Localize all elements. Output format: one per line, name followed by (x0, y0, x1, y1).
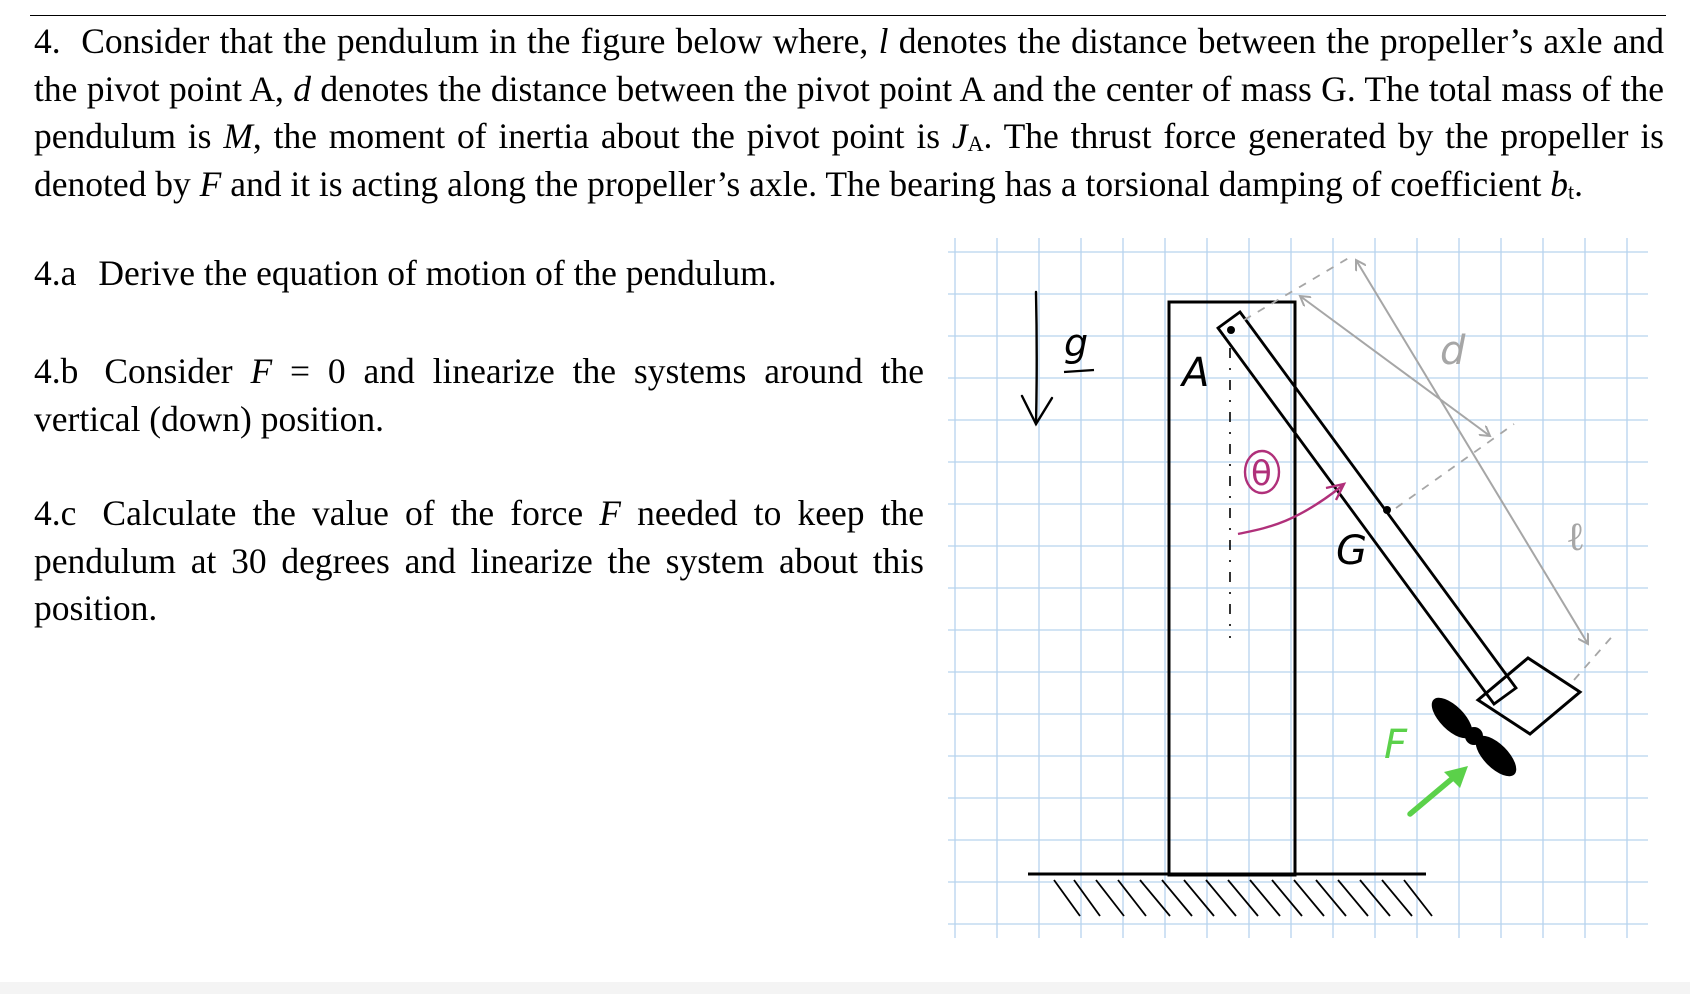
center-of-mass-label: G (1336, 528, 1367, 574)
question-number: 4.b (34, 351, 79, 391)
motor-housing (1478, 658, 1580, 734)
var-b: b (1550, 163, 1568, 204)
gravity-label: g (1064, 321, 1089, 365)
question-number: 4.c (34, 493, 77, 533)
problem-number: 4. (34, 21, 61, 61)
dimension-l-label: ℓ (1566, 514, 1586, 560)
sub-t: t (1567, 178, 1575, 204)
var-F: F (599, 493, 621, 533)
gravity-arrow-icon (1022, 292, 1052, 424)
question-4c: 4.c Calculate the value of the force F needed to keep the pendulum at 30 degrees and linearize the system about this position. (34, 493, 925, 628)
var-F: F (199, 163, 222, 204)
force-label: F (1384, 722, 1408, 768)
dimension-d-label: d (1440, 328, 1466, 374)
var-J: J (951, 116, 968, 156)
page-bottom-band (0, 982, 1690, 994)
question-number: 4.a (34, 253, 77, 293)
pendulum-rod (1218, 312, 1516, 704)
pivot-label: A (1182, 350, 1210, 396)
var-F: F (250, 351, 273, 391)
pendulum-figure (948, 228, 1648, 938)
question-4b: 4.b Consider F = 0 and linearize the systems around the vertical (down) position. (34, 351, 925, 439)
grid-paper (948, 238, 1648, 938)
var-l: l (878, 21, 889, 61)
center-of-mass-point (1383, 506, 1391, 514)
pivot-point (1227, 326, 1235, 334)
problem-statement: 4. Consider that the pendulum in the figure below where, l denotes the distance between the propeller’s axle and the pivot point A, d denotes the distance between the pivot point A and the center of mass G. The total mass of the pendulum is M, the moment of inertia about the pivot point is $J_A$. The thrust force generated by the propeller is denoted by F and it is acting along the propeller’s axle. The bearing has a torsional damping of coefficient $b_t$. (34, 21, 1665, 204)
top-rule (30, 15, 1666, 16)
sub-A: A (967, 131, 984, 156)
angle-label: θ (1251, 454, 1272, 494)
var-M: M (223, 116, 253, 156)
question-text: Derive the equation of motion of the pendulum. (98, 253, 777, 293)
var-d: d (293, 68, 312, 109)
dimension-l-arrow (1356, 260, 1588, 644)
propeller-icon (1425, 691, 1523, 783)
gravity-underline (1064, 370, 1094, 372)
question-4a (34, 250, 924, 298)
pendulum-diagram (948, 228, 1648, 938)
